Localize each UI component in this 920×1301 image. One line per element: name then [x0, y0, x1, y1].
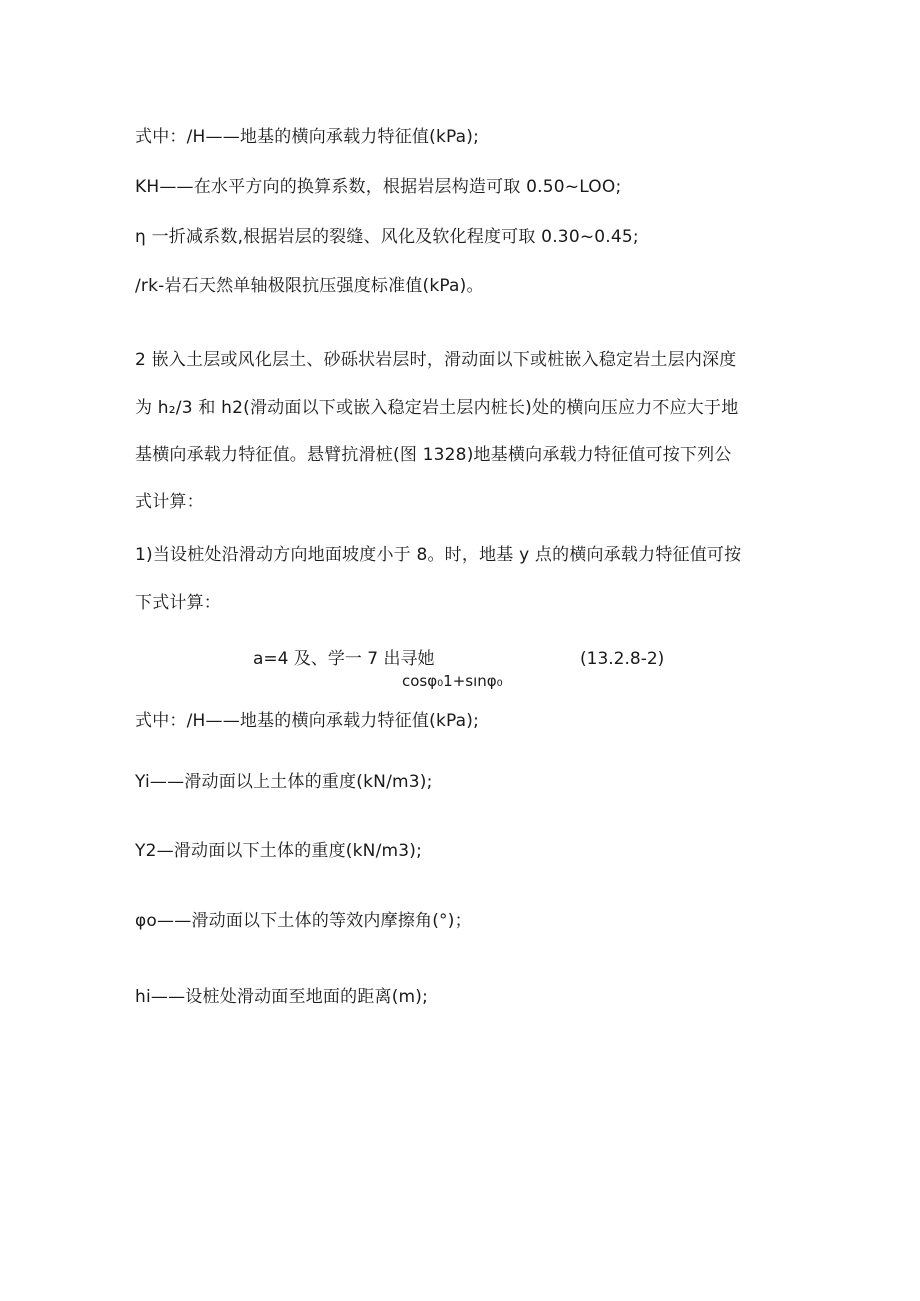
definition-line: KH——在水平方向的换算系数，根据岩层构造可取 0.50~LOO;	[135, 177, 622, 197]
paragraph-line: 式计算：	[135, 492, 204, 512]
definition-line: ∕rk-岩石天然单轴极限抗压强度标准值(kPa)。	[135, 276, 484, 296]
definition-line: hi——设桩处滑动面至地面的距离(m);	[135, 987, 429, 1007]
definition-line: φo——滑动面以下土体的等效内摩擦角(°)；	[135, 911, 472, 931]
definition-line: Y2—滑动面以下土体的重度(kN∕m3);	[135, 841, 423, 861]
paragraph-line: 下式计算：	[135, 593, 221, 613]
formula-denominator: cosφ₀1+sınφ₀	[402, 672, 503, 690]
formula-number: (13.2.8-2)	[580, 649, 665, 669]
definition-line: η 一折减系数,根据岩层的裂缝、风化及软化程度可取 0.30~0.45;	[135, 227, 639, 247]
definition-line: 式中：/H——地基的横向承载力特征值(kPa);	[135, 127, 480, 147]
paragraph-line: 为 h₂∕3 和 h2(滑动面以下或嵌入稳定岩土层内桩长)处的横向压应力不应大于地	[135, 398, 739, 418]
paragraph-line: 2 嵌入土层或风化层土、砂砾状岩层时，滑动面以下或桩嵌入稳定岩土层内深度	[135, 350, 737, 370]
definition-line: 式中：/H——地基的横向承载力特征值(kPa);	[135, 711, 480, 731]
formula-expression: a=4 及、学一 7 出寻她	[253, 649, 435, 669]
paragraph-line: 1)当设桩处沿滑动方向地面坡度小于 8。时，地基 y 点的横向承载力特征值可按	[135, 545, 742, 565]
paragraph-line: 基横向承载力特征值。悬臂抗滑桩(图 1328)地基横向承载力特征值可按下列公	[135, 445, 732, 465]
definition-line: Yi——滑动面以上土体的重度(kN∕m3);	[135, 772, 433, 792]
